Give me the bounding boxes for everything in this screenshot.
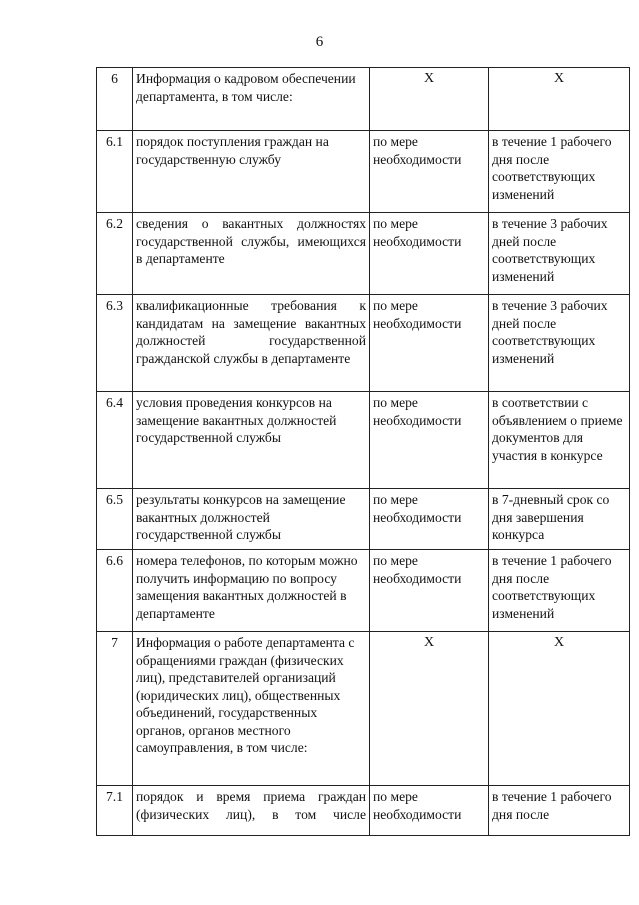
- row-number: 6.5: [97, 489, 133, 550]
- row-description: результаты конкурсов на замещение вакантных должностей государственной службы: [133, 489, 370, 550]
- table-row: [97, 632, 630, 786]
- row-description: квалификационные требования к кандидатам на замещение вакантных должностей государственной гражданской службы в департаменте: [133, 295, 370, 392]
- row-description: условия проведения конкурсов на замещение вакантных должностей государственной службы: [133, 392, 370, 489]
- row-number: 7.1: [97, 786, 133, 836]
- row-term: в течение 1 рабочего дня после: [489, 786, 630, 836]
- row-number: 6.3: [97, 295, 133, 392]
- row-term: в течение 3 рабочих дней после соответствующих изменений: [489, 213, 630, 295]
- row-term: в течение 3 рабочих дней после соответствующих изменений: [489, 295, 630, 392]
- row-period: по мере необходимости: [370, 213, 489, 295]
- table-row: [97, 68, 630, 131]
- row-description: номера телефонов, по которым можно получить информацию по вопросу замещения вакантных должностей в департаменте: [133, 550, 370, 632]
- table-row: [97, 392, 630, 489]
- row-description: порядок и время приема граждан (физических лиц), в том числе: [133, 786, 370, 836]
- row-period: по мере необходимости: [370, 295, 489, 392]
- row-number: 6.4: [97, 392, 133, 489]
- row-term: X: [489, 632, 630, 786]
- table-row: [97, 295, 630, 392]
- row-period: X: [370, 632, 489, 786]
- row-term: X: [489, 68, 630, 131]
- table-row: [97, 786, 630, 836]
- table-row: [97, 131, 630, 213]
- row-period: по мере необходимости: [370, 786, 489, 836]
- row-term: в соответствии с объявлением о приеме документов для участия в конкурсе: [489, 392, 630, 489]
- row-period: X: [370, 68, 489, 131]
- row-description: сведения о вакантных должностях государственной службы, имеющихся в департаменте: [133, 213, 370, 295]
- row-number: 6.1: [97, 131, 133, 213]
- table-row: [97, 213, 630, 295]
- row-number: 6: [97, 68, 133, 131]
- row-term: в 7-дневный срок со дня завершения конкурса: [489, 489, 630, 550]
- row-period: по мере необходимости: [370, 489, 489, 550]
- publication-schedule-table: [96, 67, 630, 836]
- row-description: порядок поступления граждан на государственную службу: [133, 131, 370, 213]
- row-period: по мере необходимости: [370, 131, 489, 213]
- table-row: [97, 550, 630, 632]
- page-number: 6: [315, 34, 324, 50]
- row-term: в течение 1 рабочего дня после соответствующих изменений: [489, 550, 630, 632]
- row-number: 7: [97, 632, 133, 786]
- row-term: в течение 1 рабочего дня после соответствующих изменений: [489, 131, 630, 213]
- table-row: [97, 489, 630, 550]
- row-description: Информация о кадровом обеспечении департамента, в том числе:: [133, 68, 370, 131]
- row-number: 6.6: [97, 550, 133, 632]
- row-period: по мере необходимости: [370, 550, 489, 632]
- row-description: Информация о работе департамента с обращениями граждан (физических лиц), представителей организаций (юридических лиц), общественных объединений, государственных органов, органов местного самоуправления, в том числе:: [133, 632, 370, 786]
- row-period: по мере необходимости: [370, 392, 489, 489]
- row-number: 6.2: [97, 213, 133, 295]
